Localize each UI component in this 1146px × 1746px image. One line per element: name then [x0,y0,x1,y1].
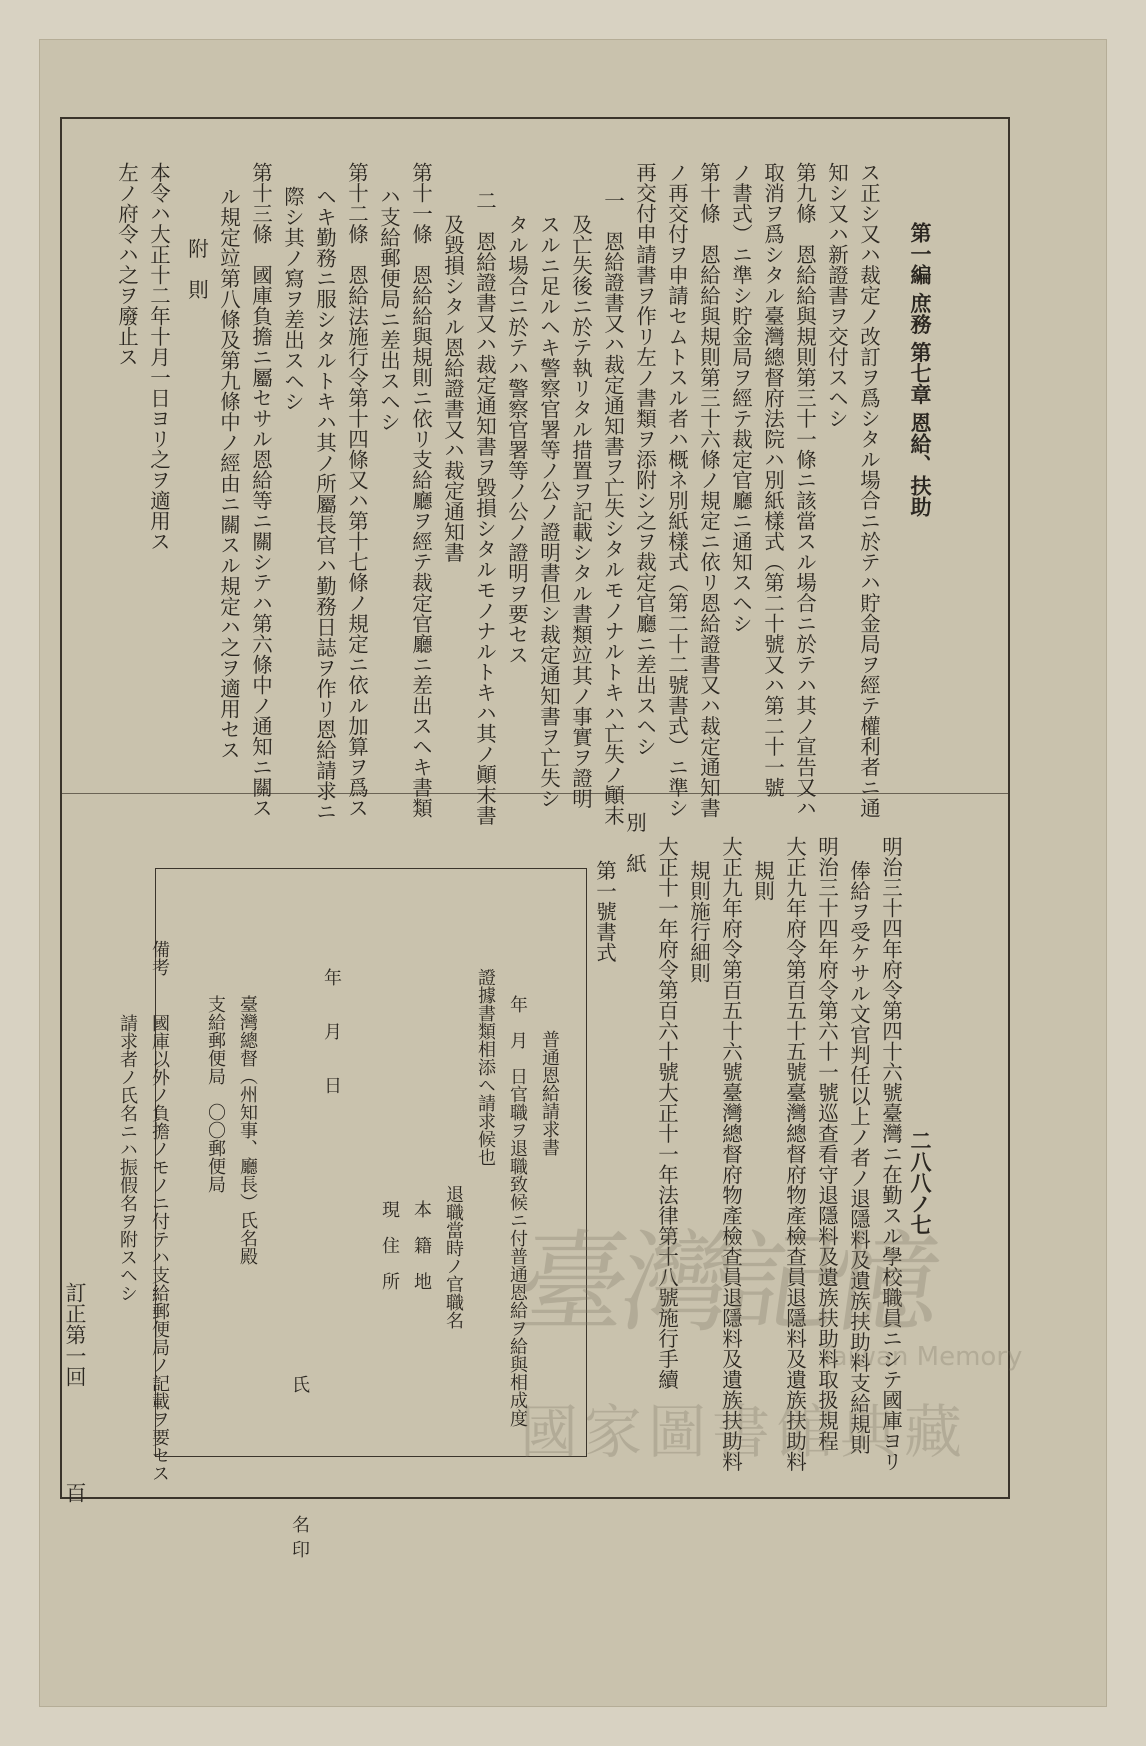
form-post-office: 支給郵便局 〇〇郵便局 [205,995,226,1193]
text-column: 大正九年府令第百五十六號臺灣總督府物產檢查員退隱料及遺族扶助料 [718,836,743,1472]
frame-right-rule [1008,117,1010,1499]
form-surname: 氏 [289,1375,310,1393]
remarks-label: 備考 [149,940,170,976]
text-column: 本令ハ大正十二年十月一日ヨリ之ヲ適用ス [146,162,171,552]
form-field-address: 現 住 所 [379,1200,400,1290]
text-column: ス正シ又ハ裁定ノ改訂ヲ爲シタル場合ニ於テハ貯金局ヲ經テ權利者ニ通 [856,162,881,818]
text-column: 大正十一年府令第百六十號大正十一年法律第十八號施行手續 [654,836,679,1390]
text-column: 二 恩給證書又ハ裁定通知書ヲ毀損シタルモノナルトキハ其ノ顚末書 [472,190,497,826]
annex-label: 別 紙 [622,812,647,874]
frame-bottom-rule [60,1497,1010,1499]
text-column: 明治三十四年府令第四十六號臺灣ニ在勤スル學校職員ニシテ國庫ヨリ [878,836,903,1472]
library-watermark: 臺灣記憶 [509,1219,944,1347]
text-column: ル規定竝第八條及第九條中ノ經由ニ關スル規定ハ之ヲ適用セス [216,186,241,760]
frame-top-rule [60,117,1010,119]
form-given-name: 名 [289,1515,310,1533]
text-column: ノ再交付ヲ申請セムトスル者ハ概ネ別紙樣式（第二十二號書式）ニ準シ [664,162,689,818]
form-title: 普通恩給請求書 [539,1030,560,1156]
form-line: 年 月 日官職ヲ退職致候ニ付普通恩給ヲ給與相成度 [507,995,528,1427]
text-column: 第十條 恩給給與規則第三十六條ノ規定ニ依リ恩給證書又ハ裁定通知書 [696,162,721,818]
text-column: 第十二條 恩給法施行令第十四條又ハ第十七條ノ規定ニ依ル加算ヲ爲ス [344,162,369,818]
text-column: 附 則 [184,238,209,300]
form-addressee: 臺灣總督（州知事、廳長）氏名殿 [237,995,258,1265]
text-column: タル場合ニ於テハ警察官署等ノ公ノ證明ヲ要セス [504,214,529,665]
page-number: 二八八ノ七 [908,1130,933,1235]
text-column: 際シ其ノ寫ヲ差出スヘシ [280,186,305,412]
text-column: 知シ又ハ新證書ヲ交付スヘシ [824,162,849,429]
form-seal: 印 [289,1540,310,1558]
form-number: 第一號書式 [592,860,617,963]
library-watermark-collection: 國家圖書館典藏 [520,1398,969,1466]
text-column: ハ支給郵便局ニ差出スヘシ [376,186,401,432]
form-line: 證據書類相添ヘ請求候也 [475,968,496,1166]
text-column: 及亡失後ニ於テ執リタル措置ヲ記載シタル書類竝其ノ事實ヲ證明 [568,214,593,809]
remarks-line: 請求者ノ氏名ニハ振假名ヲ附スヘシ [117,1014,138,1302]
text-column: 再交付申請書ヲ作リ左ノ書類ヲ添附シ之ヲ裁定官廳ニ差出スヘシ [632,162,657,757]
text-column: スルニ足ルヘキ警察官署等ノ公ノ證明書但シ裁定通知書ヲ亡失シ [536,214,561,809]
library-watermark-english: Taiwan Memory [820,1342,1023,1372]
text-column: 第十三條 國庫負擔ニ屬セサル恩給等ニ關シテハ第六條中ノ通知ニ關ス [248,162,273,818]
leaf-number: 百 [63,1482,87,1503]
form-date: 年 月 日 [321,968,342,1094]
form-field-retire-post: 退職當時ノ官職名 [443,1185,464,1329]
text-column: ノ書式）ニ準シ貯金局ヲ經テ裁定官廳ニ通知スヘシ [728,162,753,634]
form-field-domicile: 本 籍 地 [411,1200,432,1290]
text-column: 明治三十四年府令第六十一號巡查看守退隱料及遺族扶助料取扱規程 [814,836,839,1451]
text-column: 左ノ府令ハ之ヲ廢止ス [114,162,139,367]
correction-note: 訂正第一回 [63,1282,87,1387]
chapter-header: 第一編 庶務 第七章 恩給、扶助 [908,222,933,517]
text-column: 第九條 恩給給與規則第三十一條ニ該當スル場合ニ於テハ其ノ宣告又ハ [792,162,817,818]
text-column: 規則施行細則 [686,860,711,983]
text-column: 第十一條 恩給給與規則ニ依リ支給廳ヲ經テ裁定官廳ニ差出スヘキ書類 [408,162,433,818]
frame-left-rule [60,117,62,1499]
remarks-line: 國庫以外ノ負擔ノモノニ付テハ支給郵便局ノ記載ヲ要セス [149,1014,170,1482]
text-column: 及毀損シタル恩給證書又ハ裁定通知書 [440,214,465,563]
text-column: 俸給ヲ受ケサル文官判任以上ノ者ノ退隱料及遺族扶助料支給規則 [846,860,871,1455]
text-column: 一 恩給證書又ハ裁定通知書ヲ亡失シタルモノナルトキハ亡失ノ顚末 [600,190,625,826]
text-column: ヘキ勤務ニ服シタルトキハ其ノ所屬長官ハ勤務日誌ヲ作リ恩給請求ニ [312,186,337,822]
text-column: 規則 [750,860,775,901]
text-column: 取消ヲ爲シタル臺灣總督府法院ハ別紙樣式（第二十號又ハ第二十一號 [760,162,785,798]
text-column: 大正九年府令第百五十五號臺灣總督府物產檢查員退隱料及遺族扶助料 [782,836,807,1472]
